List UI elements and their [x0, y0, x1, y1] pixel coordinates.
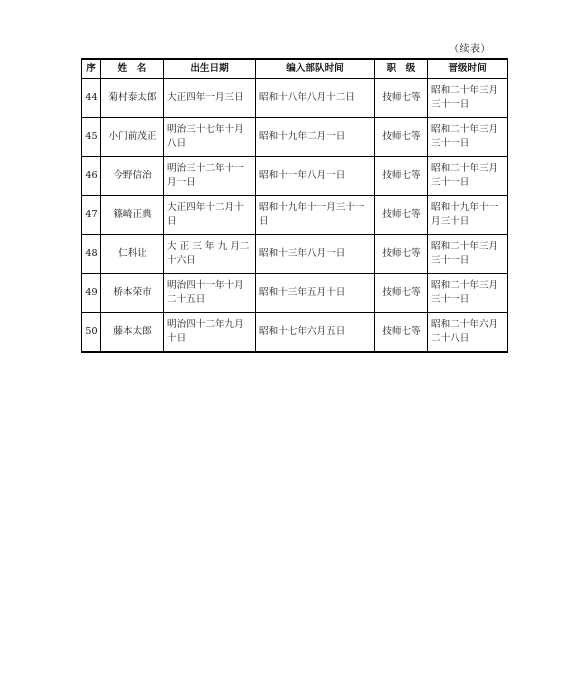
cell-rank: 技师七等 — [375, 235, 428, 274]
table-row — [82, 79, 508, 118]
cell-name: 桥本荣市 — [101, 274, 164, 313]
cell-rank: 技师七等 — [375, 313, 428, 353]
cell-name: 菊村泰太郎 — [101, 79, 164, 118]
cell-enlist-date: 昭和十三年五月十日 — [256, 274, 375, 313]
table-row — [82, 196, 508, 235]
personnel-table — [81, 58, 508, 353]
cell-seq: 46 — [82, 157, 101, 196]
header-row — [82, 59, 508, 79]
cell-birth-date: 大 正 三 年 九 月二十六日 — [164, 235, 256, 274]
cell-promotion-date: 昭和二十年三月三十一日 — [428, 157, 508, 196]
table-continuation-caption: （续表） — [449, 44, 491, 55]
cell-promotion-date: 昭和二十年六月二十八日 — [428, 313, 508, 353]
cell-name: 小门前茂正 — [101, 118, 164, 157]
cell-birth-date: 明治四十一年十月二十五日 — [164, 274, 256, 313]
cell-promotion-date: 昭和二十年三月三十一日 — [428, 79, 508, 118]
cell-rank: 技师七等 — [375, 118, 428, 157]
table-row — [82, 235, 508, 274]
cell-enlist-date: 昭和十九年二月一日 — [256, 118, 375, 157]
cell-birth-date: 大正四年十二月十日 — [164, 196, 256, 235]
table-row — [82, 274, 508, 313]
cell-promotion-date: 昭和二十年三月三十一日 — [428, 235, 508, 274]
cell-birth-date: 明治三十二年十一月一日 — [164, 157, 256, 196]
cell-enlist-date: 昭和十九年十一月三十一日 — [256, 196, 375, 235]
cell-seq: 44 — [82, 79, 101, 118]
cell-rank: 技师七等 — [375, 274, 428, 313]
cell-rank: 技师七等 — [375, 157, 428, 196]
cell-enlist-date: 昭和十八年八月十二日 — [256, 79, 375, 118]
cell-enlist-date: 昭和十七年六月五日 — [256, 313, 375, 353]
cell-seq: 50 — [82, 313, 101, 353]
cell-rank: 技师七等 — [375, 79, 428, 118]
header-seq: 序 — [82, 59, 101, 79]
cell-seq: 45 — [82, 118, 101, 157]
table-row — [82, 118, 508, 157]
cell-name: 仁科让 — [101, 235, 164, 274]
cell-seq: 49 — [82, 274, 101, 313]
header-enlist-date: 编入部队时间 — [256, 59, 375, 79]
cell-seq: 47 — [82, 196, 101, 235]
cell-name: 藤本太郎 — [101, 313, 164, 353]
table-row — [82, 313, 508, 353]
cell-birth-date: 明治四十二年九月十日 — [164, 313, 256, 353]
cell-seq: 48 — [82, 235, 101, 274]
cell-promotion-date: 昭和二十年三月三十一日 — [428, 274, 508, 313]
cell-enlist-date: 昭和十三年八月一日 — [256, 235, 375, 274]
cell-name: 篠崎正典 — [101, 196, 164, 235]
cell-name: 今野信治 — [101, 157, 164, 196]
header-birth-date: 出生日期 — [164, 59, 256, 79]
cell-birth-date: 大正四年一月三日 — [164, 79, 256, 118]
cell-promotion-date: 昭和二十年三月三十一日 — [428, 118, 508, 157]
table-row — [82, 157, 508, 196]
cell-birth-date: 明治三十七年十月八日 — [164, 118, 256, 157]
cell-promotion-date: 昭和十九年十一月三十日 — [428, 196, 508, 235]
header-rank: 职 级 — [375, 59, 428, 79]
cell-rank: 技师七等 — [375, 196, 428, 235]
header-name: 姓 名 — [101, 59, 164, 79]
cell-enlist-date: 昭和十一年八月一日 — [256, 157, 375, 196]
header-promotion-date: 晋级时间 — [428, 59, 508, 79]
